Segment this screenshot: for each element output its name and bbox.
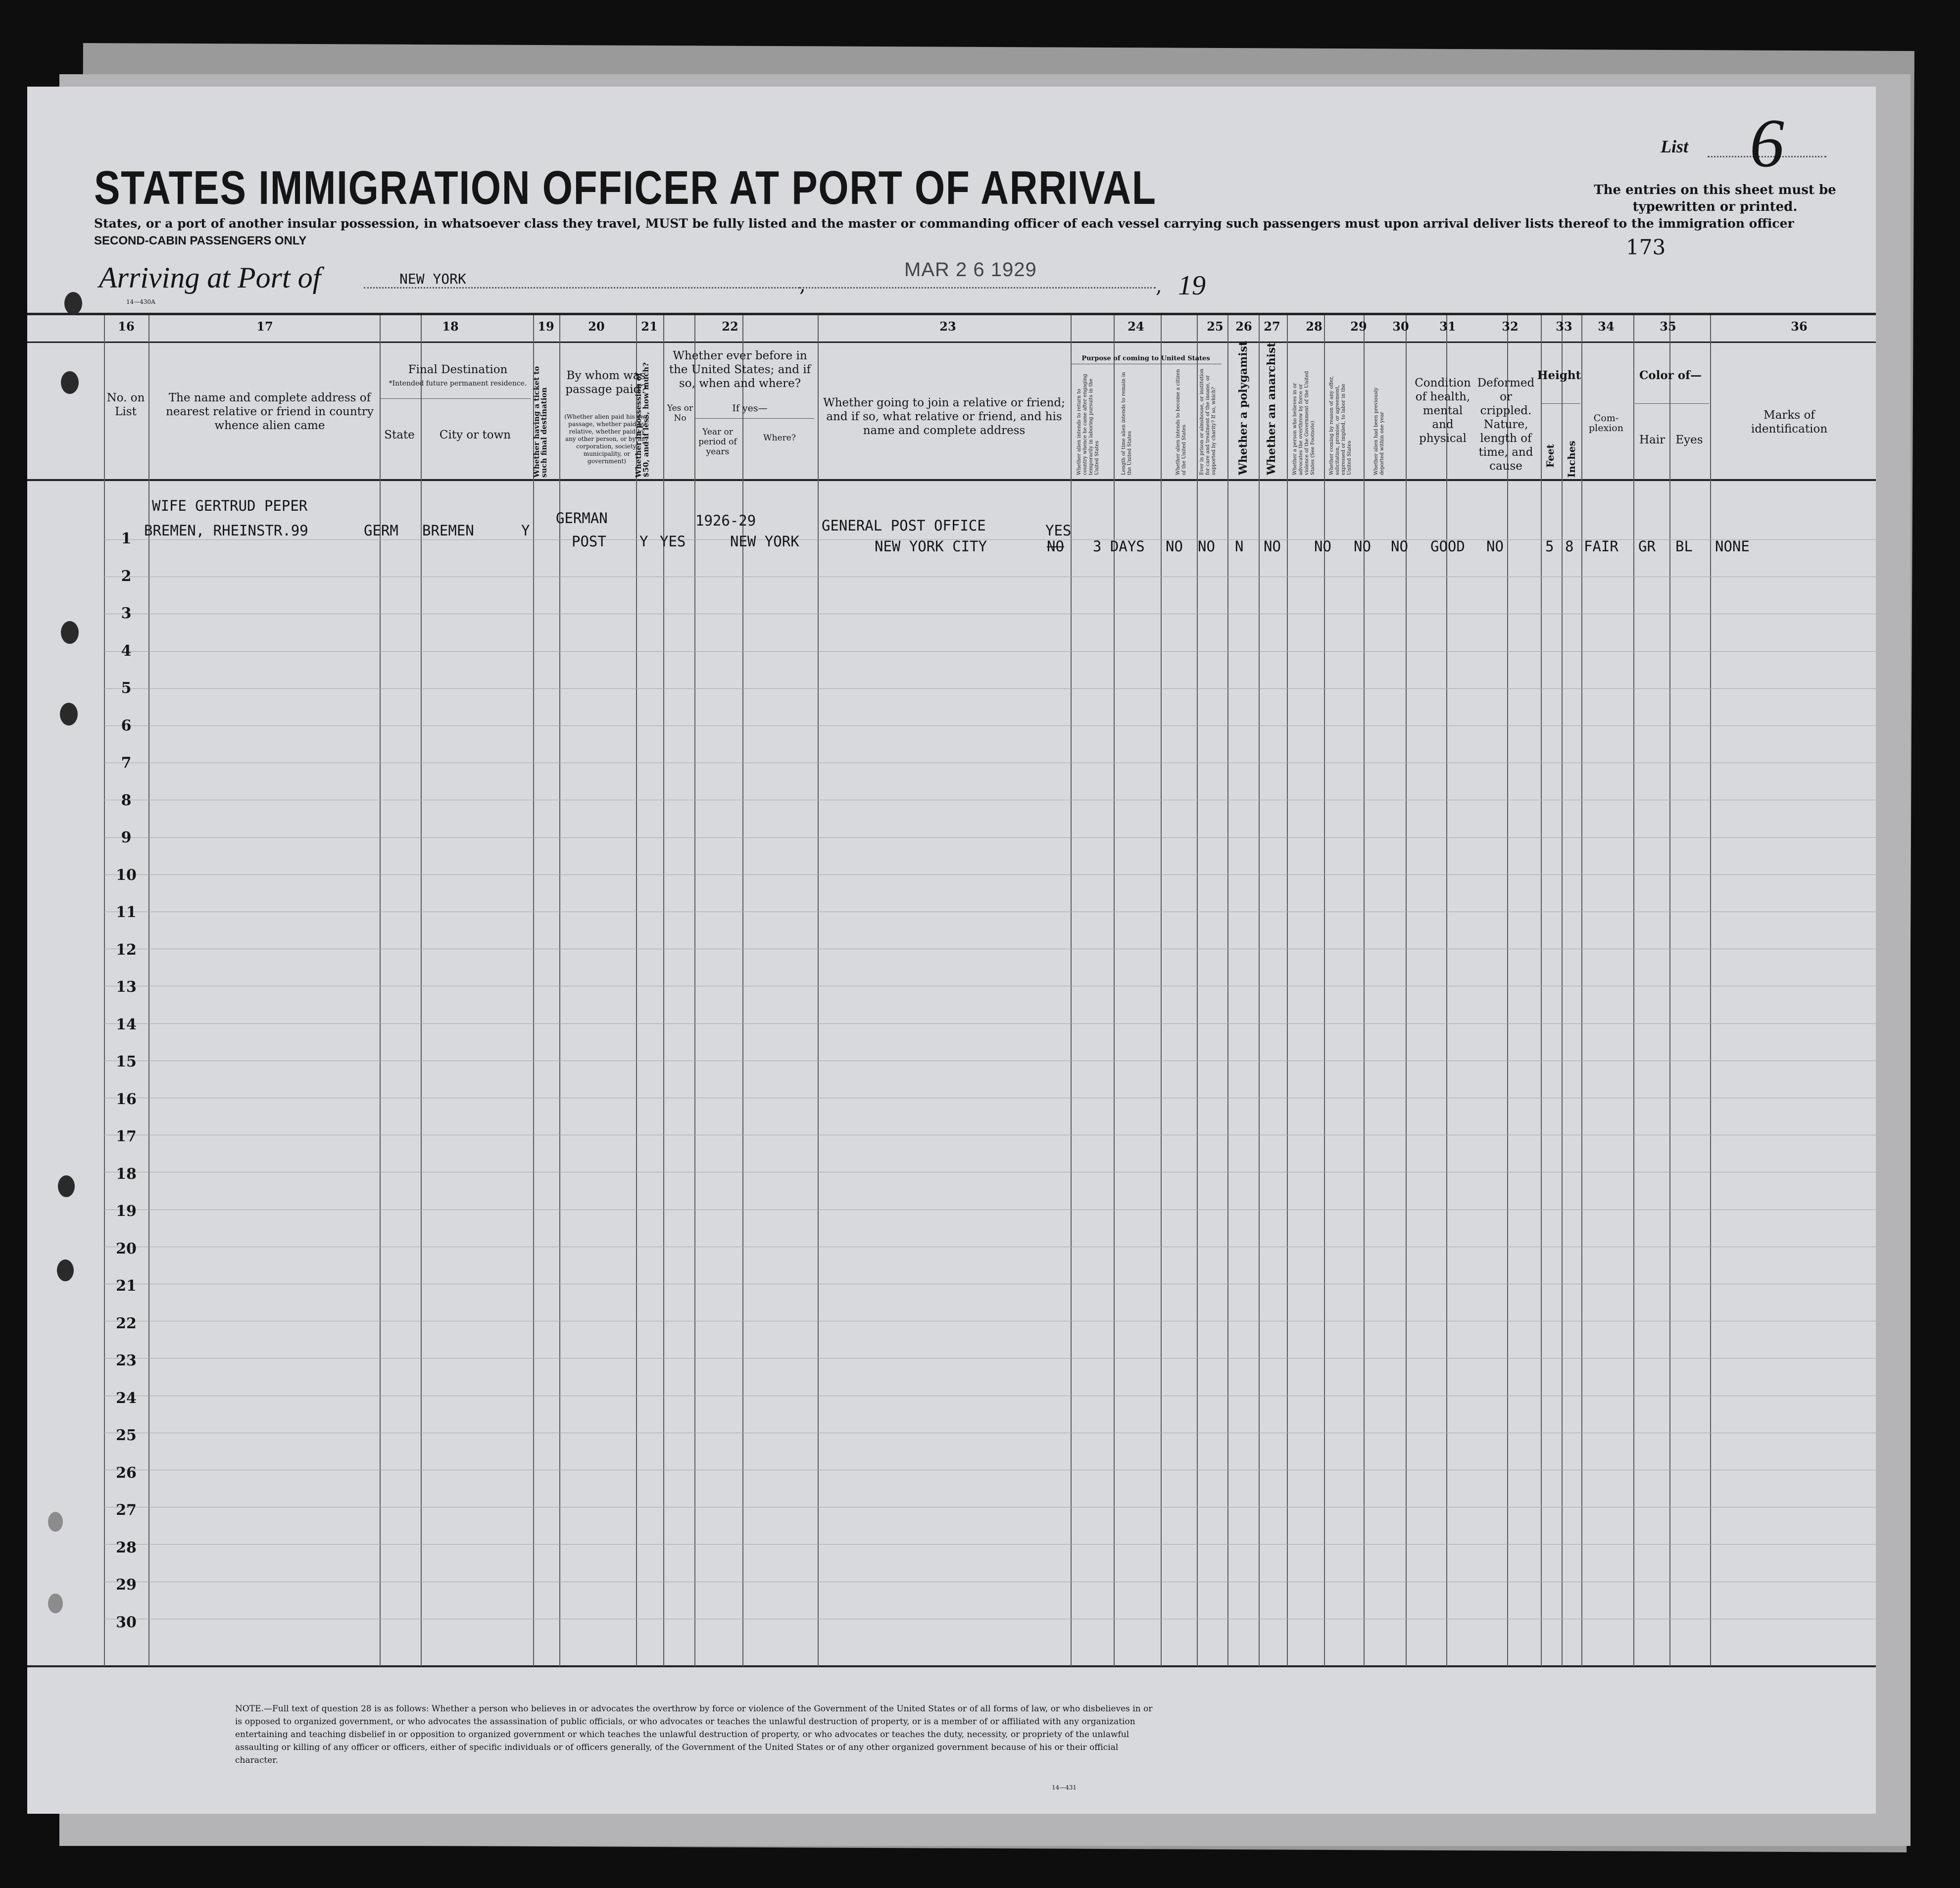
- row1-before: YES: [660, 533, 686, 550]
- row-number: 2: [121, 567, 132, 585]
- header-ticket: Whether having a ticket to such final destination: [532, 366, 548, 478]
- row-line: [104, 688, 1876, 689]
- row1-years: 1926-29: [695, 512, 756, 529]
- header-before-in-us: Whether ever before in the United States; and if so, when and where?: [669, 349, 811, 390]
- row1-hair: GR: [1638, 538, 1656, 555]
- table-top-rule: [27, 313, 1876, 315]
- column-divider: [818, 315, 819, 1666]
- row-number: 14: [116, 1016, 137, 1033]
- header-joining-relative: Whether going to join a relative or friend; and if so, what relative or friend, and his name and complete address: [823, 396, 1065, 437]
- header-anarchist: Whether an anarchist: [1265, 342, 1278, 475]
- header-purpose-a: Whether alien intends to return to country whence he came after engaging temporarily in laboring pursuits in the United States: [1077, 374, 1100, 475]
- header-feet: Feet: [1544, 444, 1556, 468]
- column-number: 35: [1660, 319, 1676, 334]
- column-number: 16: [118, 319, 135, 334]
- column-number: 23: [939, 319, 956, 334]
- row-number: 17: [116, 1128, 137, 1145]
- row1-health: GOOD: [1430, 538, 1465, 555]
- header-purpose-b: Length of time alien intends to remain in the United States: [1121, 372, 1132, 475]
- column-number: 28: [1306, 319, 1323, 334]
- row-number: 28: [116, 1539, 137, 1556]
- port-underline: [364, 287, 799, 289]
- row-number: 10: [116, 866, 137, 884]
- row1-state: GERM: [364, 522, 398, 539]
- row-number: 23: [116, 1352, 137, 1369]
- column-number: 32: [1502, 319, 1519, 334]
- page-title: STATES IMMIGRATION OFFICER AT PORT OF ARRIVAL: [94, 161, 1157, 214]
- passenger-class: SECOND-CABIN PASSENGERS ONLY: [94, 234, 307, 247]
- color-rule: [1635, 403, 1709, 404]
- row1-complexion: FAIR: [1584, 538, 1618, 555]
- header-polygamist: Whether a polygamist: [1237, 340, 1250, 475]
- column-divider: [1227, 315, 1228, 1666]
- column-divider: [1161, 315, 1162, 1666]
- row-number: 15: [116, 1053, 137, 1070]
- header-q28: Whether a person who believes in or advocates the overthrow by force or violence of the Government of the United States (See Footnote): [1292, 371, 1316, 475]
- column-number: 26: [1235, 319, 1252, 334]
- column-number: 36: [1791, 319, 1808, 334]
- row-number: 18: [116, 1165, 137, 1183]
- comma: ,: [799, 274, 806, 296]
- row1-where: NEW YORK: [730, 533, 799, 550]
- column-divider: [1446, 315, 1447, 1666]
- footer-code: 14—431: [1052, 1784, 1077, 1791]
- header-no-on-list: No. on List: [106, 391, 145, 418]
- header-purpose: Purpose of coming to United States: [1081, 355, 1210, 362]
- row-line: [104, 1023, 1876, 1024]
- row-number: 5: [121, 679, 132, 697]
- column-number: 34: [1598, 319, 1615, 334]
- header-purpose-c: Whether alien intends to become a citizen of the United States: [1176, 369, 1187, 475]
- header-marks: Marks of identification: [1751, 409, 1828, 436]
- column-divider: [1259, 315, 1260, 1666]
- row1-citizen: NO: [1166, 538, 1183, 555]
- header-passage-note: (Whether alien paid his own passage, whether paid by relative, whether paid by any other person, or by any corporation, society, municipality, or government): [564, 413, 649, 465]
- column-divider: [1581, 315, 1582, 1666]
- row-line: [104, 874, 1876, 875]
- header-eyes: Eyes: [1675, 434, 1703, 446]
- header-if-yes: If yes—: [732, 403, 768, 414]
- sheet-number: 173: [1626, 235, 1666, 259]
- row1-city: BREMEN: [422, 522, 474, 539]
- arriving-label: Arriving at Port of: [99, 261, 321, 294]
- instructions-text: States, or a port of another insular possession, in whatsoever class they travel, MUST be fully listed and the master or commanding officer of each vessel carrying such passengers must upon arrival deliver lists thereof to the immigration officer: [94, 216, 1794, 231]
- binder-hole: [57, 1259, 74, 1281]
- row-number: 11: [116, 904, 137, 921]
- column-divider: [1541, 315, 1542, 1666]
- column-number: 17: [256, 319, 273, 334]
- column-number: 18: [442, 319, 459, 334]
- row-number: 7: [121, 754, 132, 772]
- header-health: Condition of health, mental and physical: [1415, 377, 1471, 445]
- row1-q29: NO: [1354, 538, 1371, 555]
- row-number: 21: [116, 1277, 137, 1295]
- header-yes-or-no: Yes or No: [667, 403, 693, 423]
- row1-length-stay: 3 DAYS: [1093, 538, 1145, 555]
- row-number: 3: [121, 605, 132, 622]
- column-number: 25: [1207, 319, 1224, 334]
- row1-relative-line2: BREMEN, RHEINSTR.99: [144, 522, 308, 539]
- if-yes-rule: [695, 418, 814, 419]
- row-number: 22: [116, 1314, 137, 1332]
- column-divider: [1406, 315, 1407, 1666]
- header-q29: Whether coming by reason of any offer, solicitation, promise, or agreement, expressed or implied, to labor in the United States: [1329, 376, 1352, 475]
- row1-eyes: BL: [1675, 538, 1693, 555]
- row-number: 24: [116, 1389, 137, 1407]
- header-year-period: Year or period of years: [698, 427, 737, 457]
- column-divider: [1669, 315, 1670, 1666]
- column-divider: [1287, 315, 1288, 1666]
- row1-q28: NO: [1314, 538, 1331, 555]
- header-prison: Ever in prison or almshouse, or institution for care and treatment of the insane, or supported by charity? If so, which?: [1199, 369, 1217, 475]
- row1-feet: 5: [1545, 538, 1554, 555]
- column-divider: [533, 315, 534, 1666]
- column-divider: [421, 315, 422, 1666]
- manifest-sheet: [27, 87, 1876, 1814]
- row-line: [104, 1544, 1876, 1545]
- column-divider: [380, 315, 381, 1666]
- header-complexion: Com-plexion: [1589, 413, 1623, 434]
- row1-passage-line1: GERMAN: [556, 510, 608, 527]
- date-underline: [799, 287, 1156, 289]
- row-number: 12: [116, 941, 137, 959]
- row1-joining-line2: NEW YORK CITY: [875, 538, 987, 555]
- row1-money: Y: [639, 533, 648, 550]
- column-divider: [1114, 315, 1115, 1666]
- row-number: 30: [116, 1613, 137, 1631]
- footnote: NOTE.—Full text of question 28 is as follows: Whether a person who believes in or advocates the overthrow by force or violence of the Government of the United States or of all forms of law, or who disbelieves in or is opposed to organized government, or who advocates the assassination of public officials, or who advocates or teaches the unlawful destruction of property, or is a member of or affiliated with any organization entertaining and teaching disbelief in or opposition to organized government or which teaches the unlawful destruction of property, or who advocates or teaches the duty, necessity, or propriety of the unlawful assaulting or killing of any officer or officers, either of specific individuals or of officers generally, of the Government of the United States or of any other organized government because of his or their official character.: [235, 1704, 1153, 1765]
- row-number: 20: [116, 1240, 137, 1258]
- comma2: ,: [1156, 275, 1162, 297]
- column-number: 20: [588, 319, 605, 334]
- binder-hole: [60, 703, 78, 726]
- column-divider: [148, 315, 149, 1666]
- row1-prison: NO: [1198, 538, 1215, 555]
- column-number: 30: [1392, 319, 1409, 334]
- row-number: 13: [116, 978, 137, 996]
- header-final-destination: Final Destination: [408, 363, 508, 376]
- column-number: 22: [722, 319, 738, 334]
- date-stamp: MAR 2 6 1929: [904, 259, 1037, 281]
- form-code: 14—430A: [126, 298, 155, 305]
- header-money: Whether in possession of $50, and if less, how much?: [634, 362, 650, 478]
- list-label: List: [1661, 137, 1689, 156]
- list-number: 6: [1750, 105, 1784, 182]
- row1-q30: NO: [1391, 538, 1408, 555]
- row1-ticket: Y: [521, 522, 530, 539]
- row-number: 4: [121, 642, 132, 660]
- row-number: 19: [116, 1203, 137, 1220]
- binder-hole: [58, 1175, 75, 1197]
- binder-hole: [48, 1594, 63, 1613]
- header-hair: Hair: [1639, 434, 1666, 446]
- header-color-of: Color of—: [1639, 369, 1702, 382]
- header-q30: Whether alien had been previously deported within one year: [1373, 387, 1385, 475]
- column-divider: [1710, 315, 1711, 1666]
- row-line: [104, 651, 1876, 652]
- header-nearest-relative: The name and complete address of nearest relative or friend in country whence alien came: [166, 391, 374, 432]
- row-number: 6: [121, 717, 132, 734]
- binder-hole: [61, 621, 79, 644]
- row1-polygamist: N: [1235, 538, 1244, 555]
- row1-return-yes: YES: [1045, 522, 1072, 539]
- row1-deformed: NO: [1486, 538, 1504, 555]
- column-divider: [1197, 315, 1198, 1666]
- row1-return-no: NO: [1047, 538, 1064, 555]
- column-divider: [1364, 315, 1365, 1666]
- binder-hole: [48, 1512, 63, 1532]
- column-divider: [663, 315, 664, 1666]
- final-destination-rule: [380, 398, 531, 399]
- row-line: [104, 837, 1876, 838]
- column-number-rule: [27, 341, 1876, 343]
- row1-joining-line1: GENERAL POST OFFICE: [822, 517, 986, 534]
- header-state: State: [384, 429, 415, 441]
- row-number: 1: [121, 530, 132, 547]
- row-number: 29: [116, 1576, 137, 1594]
- height-rule: [1541, 403, 1580, 404]
- row-number: 27: [116, 1501, 137, 1519]
- column-divider: [1507, 315, 1508, 1666]
- column-number: 31: [1439, 319, 1456, 334]
- column-divider: [636, 315, 637, 1666]
- header-final-destination-note: *Intended future permanent residence.: [389, 380, 527, 387]
- column-number: 24: [1127, 319, 1144, 334]
- year-label: 19: [1178, 270, 1206, 301]
- row-number: 16: [116, 1090, 137, 1108]
- header-height: Height: [1537, 369, 1581, 382]
- column-number: 21: [641, 319, 658, 334]
- row1-marks: NONE: [1715, 538, 1750, 555]
- column-divider: [1071, 315, 1072, 1666]
- header-deformed: Deformed or crippled. Nature, length of time, and cause: [1477, 377, 1535, 473]
- header-bottom-rule: [27, 479, 1876, 481]
- column-number: 27: [1264, 319, 1280, 334]
- row-number: 8: [121, 791, 132, 809]
- column-divider: [104, 315, 105, 1666]
- row1-anarchist: NO: [1264, 538, 1281, 555]
- row-number: 25: [116, 1427, 137, 1444]
- row-number: 26: [116, 1464, 137, 1482]
- row-number: 9: [121, 829, 132, 846]
- row1-relative-line1: WIFE GERTRUD PEPER: [152, 497, 308, 514]
- column-number: 19: [538, 319, 554, 334]
- header-city: City or town: [439, 429, 511, 441]
- row1-inches: 8: [1565, 538, 1574, 555]
- column-divider: [1562, 315, 1563, 1666]
- column-divider: [1324, 315, 1325, 1666]
- binder-hole: [64, 292, 82, 315]
- column-number: 33: [1556, 319, 1572, 334]
- header-passage-paid: By whom was passage paid?: [565, 369, 647, 396]
- header-inches: Inches: [1566, 440, 1577, 478]
- column-number: 29: [1350, 319, 1367, 334]
- port-value: NEW YORK: [399, 271, 466, 287]
- row1-passage-line2: POST: [572, 533, 606, 550]
- column-divider: [1633, 315, 1634, 1666]
- table-bottom-rule: [27, 1665, 1876, 1667]
- binder-hole: [61, 371, 79, 394]
- typing-note: The entries on this sheet must be typewritten or printed.: [1594, 183, 1836, 214]
- header-where: Where?: [763, 433, 796, 443]
